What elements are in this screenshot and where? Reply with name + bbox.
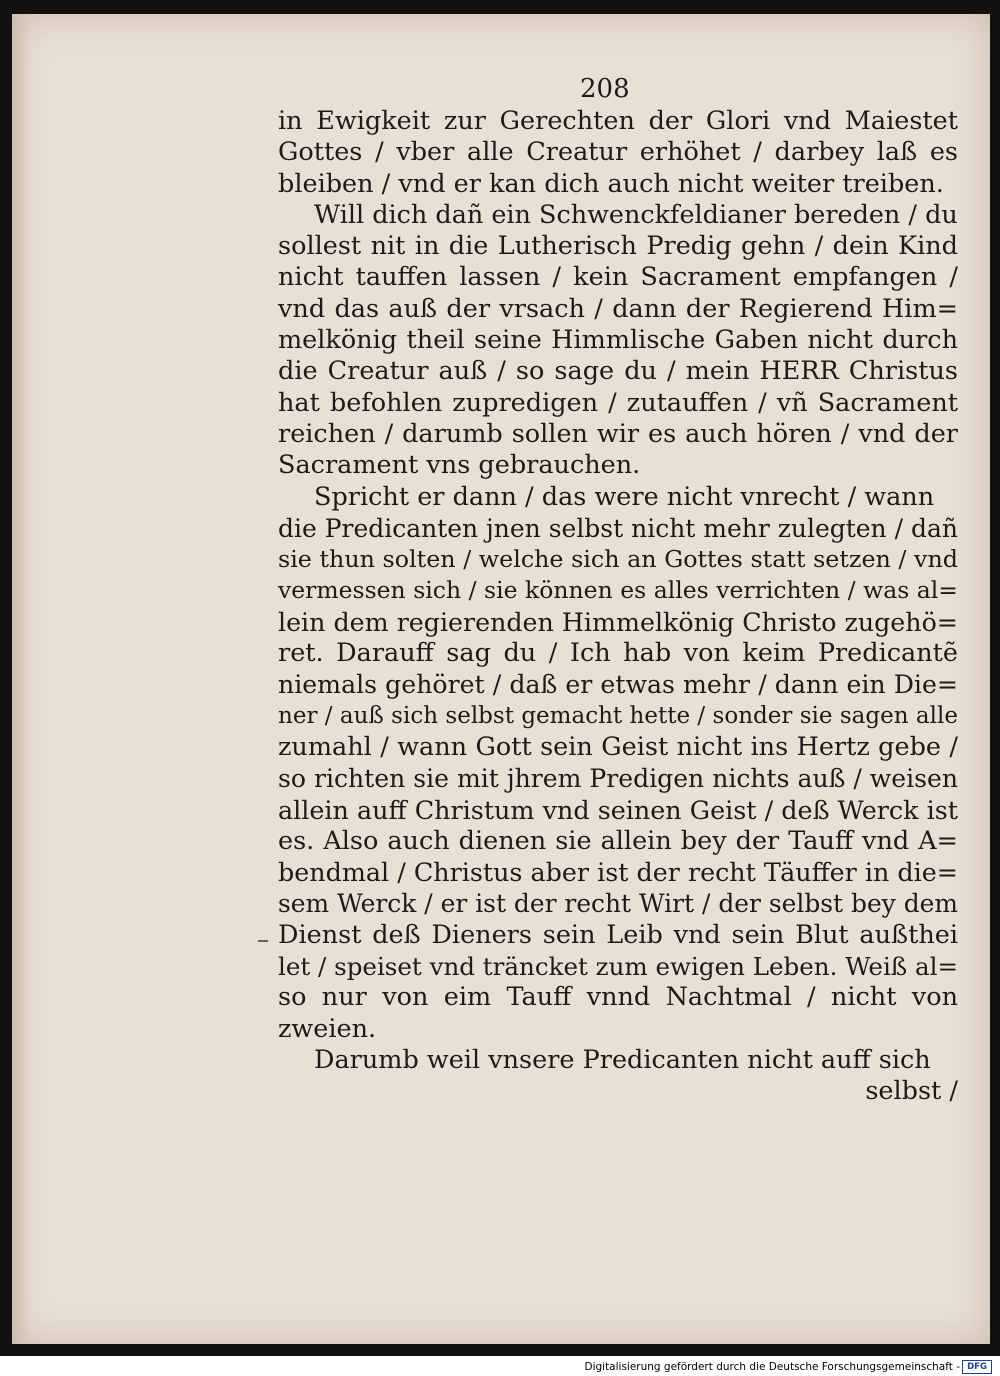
text-line: lein dem regierenden Himmelkönig Christo zugehö= (278, 607, 958, 637)
text-line: allein auff Christum vnd seinen Geist / deß Werck ist (278, 794, 958, 825)
text-line: hat befohlen zupredigen / zutauffen / vñ Sacrament (278, 387, 958, 418)
text-line: Sacrament vns gebrauchen. (278, 450, 641, 481)
text-line: Gottes / vber alle Creatur erhöhet / darbey laß es (278, 137, 958, 168)
margin-mark (258, 940, 268, 942)
text-line: vermessen sich / sie können es alles verrichten / was al= (278, 576, 958, 605)
text-line: niemals gehöret / daß er etwas mehr / dann ein Die= (278, 670, 958, 700)
text-line: so nur von eim Tauff vnnd Nachtmal / nicht von (278, 982, 958, 1013)
footer-credit: Digitalisierung gefördert durch die Deutsche Forschungsgemeinschaft - (584, 1361, 960, 1373)
text-line: Will dich dañ ein Schwenckfeldianer bereden / du (314, 199, 958, 230)
page-number: 208 (580, 74, 630, 104)
catchword: selbst / (865, 1076, 958, 1107)
text-line: vnd das auß der vrsach / dann der Regierend Him= (278, 293, 958, 324)
text-line: in Ewigkeit zur Gerechten der Glori vnd Maiestet (278, 106, 958, 136)
text-line: Spricht er dann / das were nicht vnrecht / wann (314, 481, 935, 512)
text-line: so richten sie mit jhrem Predigen nichts auß / weisen (278, 764, 958, 794)
page-gutter-shadow (12, 14, 30, 1344)
text-line: let / speiset vnd träncket zum ewigen Leben. Weiß al= (278, 952, 959, 982)
text-line: zumahl / wann Gott sein Geist nicht ins Hertz gebe / (278, 731, 958, 762)
text-line: ner / auß sich selbst gemacht hette / sonder sie sagen alle (278, 702, 958, 729)
text-line: bleiben / vnd er kan dich auch nicht weiter treiben. (278, 168, 944, 199)
text-line: bendmal / Christus aber ist der recht Täuffer in die= (278, 857, 958, 888)
text-line: ret. Darauff sag du / Ich hab von keim Predicantẽ (278, 638, 958, 669)
text-line: Darumb weil vnsere Predicanten nicht auff sich (314, 1044, 931, 1075)
text-line: melkönig theil seine Himmlische Gaben nicht durch (278, 325, 958, 356)
text-line: zweien. (278, 1013, 377, 1044)
text-line: sem Werck / er ist der recht Wirt / der selbst bey dem (278, 889, 958, 919)
text-line: sollest nit in die Lutherisch Predig gehn / dein Kind (278, 231, 958, 262)
text-line: reichen / darumb sollen wir es auch hören / vnd der (278, 418, 958, 449)
text-line: Dienst deß Dieners sein Leib vnd sein Blut außthei (278, 919, 958, 950)
text-line: sie thun solten / welche sich an Gottes statt setzen / vnd (278, 545, 958, 574)
page-text (278, 106, 958, 1108)
dfg-logo: DFG (962, 1360, 992, 1374)
text-line: die Predicanten jnen selbst nicht mehr zulegten / dañ (278, 513, 958, 543)
text-line: die Creatur auß / so sage du / mein HERR Christus (278, 356, 958, 387)
text-line: es. Also auch dienen sie allein bey der Tauff vnd A= (278, 825, 958, 856)
text-line: nicht tauffen lassen / kein Sacrament empfangen / (278, 262, 958, 293)
